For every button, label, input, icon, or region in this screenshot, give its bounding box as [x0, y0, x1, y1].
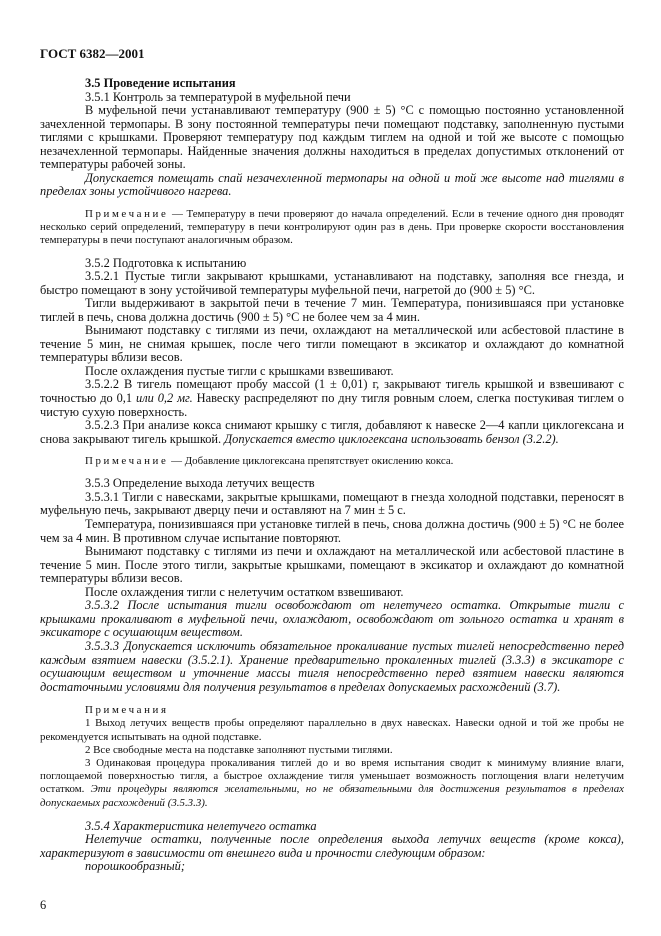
- text: Навеску распределяют по дну тигля ровным слоем, слегка постукивая тиглем о чистую сухую поверхность.: [40, 391, 624, 419]
- subsection-heading: 3.5.3 Определение выхода летучих веществ: [85, 476, 315, 491]
- paragraph: [40, 860, 624, 874]
- note: [40, 455, 624, 468]
- italic-text: Эти процедуры являются желательными, но не обязательными для достижения результатов в пределах допускаемых расхождений (3.5.3.3).: [40, 783, 624, 809]
- paragraph: Вынимают подставку с тиглями из печи, охлаждают на металлической или асбестовой пластине в течение 5 мин, не снимая крышек, после чего тигли помещают в эксикатор и охлаждают до комнатной температуры вблизи весов.: [40, 323, 624, 365]
- document-header: ГОСТ 6382—2001: [40, 46, 145, 61]
- note-item: 1 Выход летучих веществ пробы определяют параллельно в двух навесках. Навески одной и той же пробы не рекомендуется испытывать на одной подставке.: [40, 717, 624, 743]
- italic-text: 3.5.3.2 После испытания тигли освобождают от нелетучего остатка. Открытые тигли с крышками прокаливают в муфельной печи, охлаждают, освобождают от зольного остатка и хранят в эксикаторе с осушающим веществом.: [40, 598, 624, 640]
- text: 3 Одинаковая процедура прокаливания тиглей до и во время испытания сводит к минимуму влияние влаги, поглощаемой поверхностью тигля, а быстрое охлаждение тигля уменьшает возможность поглощения влаги нелетучим остатком.: [40, 756, 624, 796]
- paragraph: После охлаждения тигли с нелетучим остатком взвешивают.: [85, 584, 404, 599]
- italic-text: Допускается помещать спай незачехленной термопары на одной и той же высоте над тиглями в пределах зоны устойчивого нагрева.: [40, 170, 624, 199]
- note-label: Примечание: [85, 455, 169, 468]
- page-number: 6: [40, 898, 47, 912]
- paragraph: После охлаждения пустые тигли с крышками взвешивают.: [85, 363, 394, 378]
- text: 3.5.2.3 При анализе кокса снимают крышку с тигля, добавляют к навеске 2—4 капли циклогексана и снова закрывают тигель крышкой.: [40, 418, 624, 446]
- note-text: — Добавление циклогексана препятствует окислению кокса.: [168, 455, 454, 468]
- note-text: — Температуру в печи проверяют до начала определений. Если в течение одного дня проводят несколько серий определений, температуру в печи контролируют один раз в день. При проверке скорости восстановления температуры в печи поступают аналогичным образом.: [40, 207, 624, 247]
- note-item: 2 Все свободные места на подставке заполняют пустыми тиглями.: [85, 743, 393, 756]
- paragraph: Вынимают подставку с тиглями из печи и охлаждают на металлической или асбестовой пластине в течение 5 мин. После этого тигли, закрытые крышками, помещают в эксикатор и охлаждают до комнатной температуры вблизи весов.: [40, 544, 624, 586]
- paragraph: В муфельной печи устанавливают температуру (900 ± 5) °С с помощью постоянно установленной зачехленной термопары. В зону постоянной температуры печи помещают подставку, заполненную пустыми тиглями с крышками. Проверяют температуру под каждым тиглем на одной и той же высоте с помощью незачехленной термопары. Найденные значения должны находиться в пределах допустимых отклонений от температуры рабочей зоны.: [40, 103, 624, 172]
- text: 3.5.2.2 В тигель помещают пробу массой (1 ± 0,01) г, закрывают тигель крышкой и взвешивают с точностью до 0,1: [40, 377, 624, 405]
- paragraph: [40, 419, 624, 446]
- paragraph: 3.5.2.1 Пустые тигли закрывают крышками, устанавливают на подставку, заполняя все гнезда, и быстро помещают в зону устойчивой температуры муфельной печи, нагретой до (900 ± 5) °С.: [40, 269, 624, 297]
- paragraph: [40, 172, 624, 199]
- italic-text: 3.5.4 Характеристика нелетучего остатка: [85, 818, 317, 833]
- note-item: [40, 757, 624, 810]
- section-heading: 3.5 Проведение испытания: [85, 76, 236, 90]
- subsection-heading: [40, 820, 624, 834]
- paragraph: [40, 599, 624, 640]
- subsection-heading: 3.5.2 Подготовка к испытанию: [85, 255, 247, 270]
- italic-text: Допускается вместо циклогексана использовать бензол (3.2.2).: [224, 431, 559, 446]
- paragraph: [40, 378, 624, 419]
- italic-text: или 0,2 мг.: [136, 391, 193, 405]
- paragraph: Температура, понизившаяся при установке тиглей в печь, снова должна достичь (900 ± 5) °С не более чем за 4 мин. В противном случае испытание повторяют.: [40, 517, 624, 545]
- document-body: [40, 77, 624, 874]
- notes-label: Примечания: [85, 704, 169, 717]
- paragraph: 3.5.3.1 Тигли с навесками, закрытые крышками, помещают в гнезда холодной подставки, переносят в муфельную печь, закрывают дверцу печи и оставляют на 7 мин ± 5 с.: [40, 489, 624, 518]
- note: [40, 208, 624, 248]
- paragraph: [40, 833, 624, 860]
- subsection-heading: 3.5.1 Контроль за температурой в муфельной печи: [85, 89, 351, 104]
- italic-text: порошкообразный;: [85, 859, 186, 874]
- italic-text: Нелетучие остатки, полученные после определения выхода летучих веществ (кроме кокса), характеризуют в зависимости от внешнего вида и прочности следующим образом:: [40, 832, 624, 860]
- note-label: Примечание: [85, 207, 169, 220]
- italic-text: 3.5.3.3 Допускается исключить обязательное прокаливание пустых тиглей непосредственно перед каждым взятием навески (3.5.2.1). Хранение предварительно прокаленных тиглей (3.3.3) в эксикаторе с осушающим веществом и уточнение массы тигля непосредственно перед взятием навески являются достаточными условиями для получения результатов в пределах допускаемых расхождений (3.7).: [40, 638, 624, 694]
- paragraph: Тигли выдерживают в закрытой печи в течение 7 мин. Температура, понизившаяся при установке тиглей в печь, снова должна достичь (900 ± 5) °С не более чем за 4 мин.: [40, 296, 624, 324]
- paragraph: [40, 640, 624, 694]
